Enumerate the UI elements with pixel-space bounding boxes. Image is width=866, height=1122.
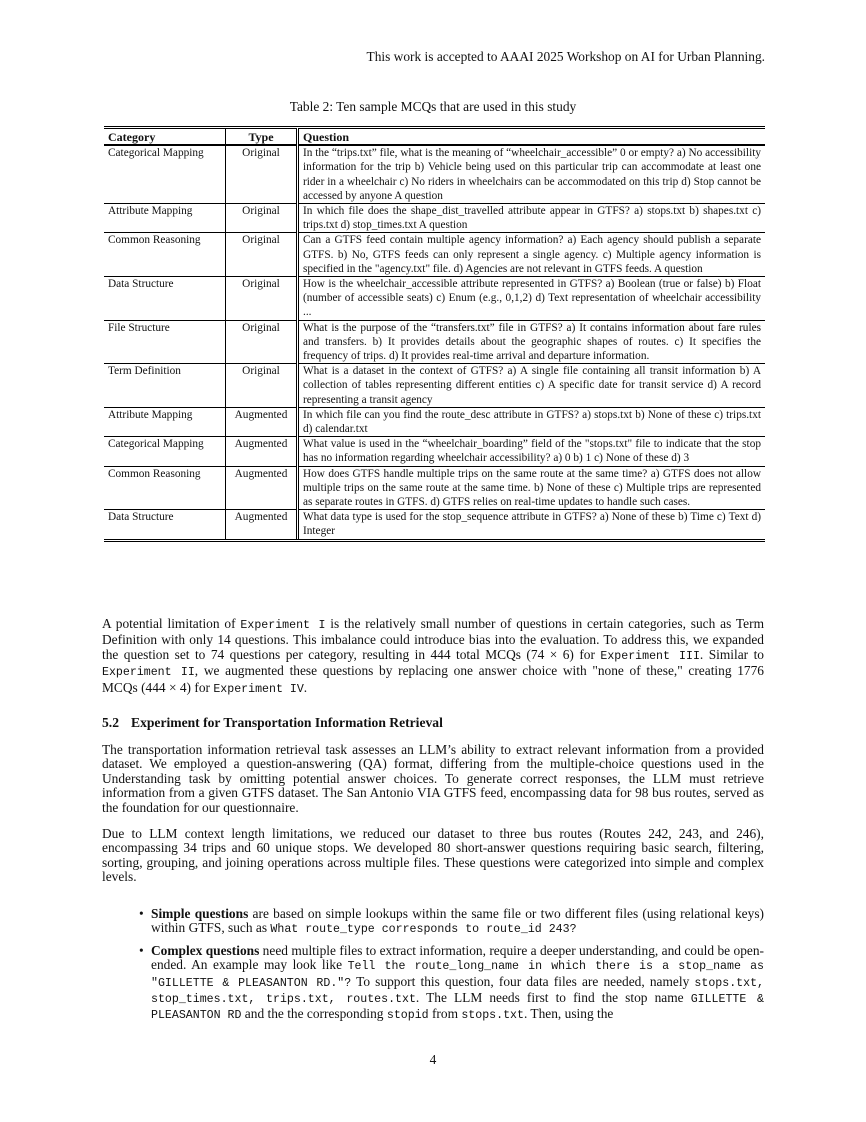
code-experiment-ii: Experiment II (102, 666, 195, 680)
table-row (104, 146, 765, 204)
code-stop-name: GILLETTE & PLEASANTON RD (151, 993, 764, 1023)
cell-question: How is the wheelchair_accessible attribute represented in GTFS? a) Boolean (true or false) b) Float (number of accessible seats) c) Enum (e.g., 0,1,2) d) Text representation of wheelchair accessibility ... (303, 278, 761, 319)
cell-question: What is a dataset in the context of GTFS? a) A single file containing all transit information b) A collection of tables representing different entities c) A specific date for transit service d) A record representing a transit agency (303, 365, 761, 406)
cell-question: Can a GTFS feed contain multiple agency information? a) Each agency should publish a separate GTFS. b) No, GTFS feeds can only represent a single agency. c) Multiple agency information is specified in the "agency.txt" file. d) Agencies are not relevant in GTFS feeds. A question (303, 234, 761, 275)
text-span: . Similar to (699, 646, 764, 662)
text-span: , we augmented these questions by replacing one answer choice with "none of these," creating 1776 MCQs (444 × 4) for (102, 663, 764, 695)
cell-question: In which file does the shape_dist_travelled attribute appear in GTFS? a) stops.txt b) shapes.txt c) trips.txt d) stop_times.txt A question (303, 205, 761, 232)
text-span: is the relatively small number of questions in certain categories, such as Term Definition with only 14 questions. This imbalance could introduce bias into the evaluation. To address this, we expanded the question set to 74 questions per category, resulting in 444 total MCQs (74 × 6) for (102, 616, 764, 662)
cell-type: Original (226, 204, 298, 233)
text-span: . The LLM needs first to find the stop name (415, 990, 691, 1006)
paragraph-limitation (102, 617, 764, 697)
code-experiment-iv: Experiment IV (213, 682, 304, 696)
question-type-list (139, 907, 764, 1030)
cell-question: How does GTFS handle multiple trips on the same route at the same time? a) GTFS does not allow multiple trips on the same route at the same time. b) None of these c) Multiple trips are represented as separate routes in GTFS. d) GTFS relies on real-time updates to handle such cases. (303, 467, 761, 509)
cell-question: What value is used in the “wheelchair_boarding” field of the "stops.txt" file to indicate that the stop has no information regarding wheelchair accessibility? a) 0 b) 1 c) None of these d) 3 (303, 438, 761, 465)
cell-category: File Structure (104, 320, 226, 364)
cell-question: What is the purpose of the “transfers.txt” file in GTFS? a) It contains information about fare rules and transfers. b) It provides details about the geographic shapes of routes. c) It specifies the frequency of trips. d) It provides real-time arrival and departure information. (303, 321, 761, 363)
term-simple-questions: Simple questions (151, 906, 249, 921)
cell-type: Original (226, 233, 298, 277)
cell-category: Attribute Mapping (104, 407, 226, 436)
cell-question: What data type is used for the stop_sequence attribute in GTFS? a) None of these b) Time c) Text d) Integer (303, 511, 761, 538)
cell-category: Attribute Mapping (104, 204, 226, 233)
bullet-icon: • (139, 942, 144, 958)
code-example-complex: Tell the route_long_name in which there is a stop_name as "GILLETTE & PLEASANTON RD."? (151, 960, 764, 990)
cell-type: Augmented (226, 466, 298, 510)
cell-category: Common Reasoning (104, 466, 226, 510)
code-stops-file: stops.txt (461, 1009, 524, 1023)
cell-type: Original (226, 364, 298, 408)
table-row (104, 277, 765, 321)
text-span: are based on simple lookups within the same file or two different files (using relational keys) within GTFS, such as (151, 906, 764, 936)
term-complex-questions: Complex questions (151, 942, 260, 958)
column-header-category: Category (104, 129, 226, 145)
cell-category: Data Structure (104, 277, 226, 321)
table-row (104, 437, 765, 466)
page-number: 4 (429, 1052, 437, 1067)
table-header-row (104, 129, 765, 145)
table-row (104, 364, 765, 408)
table-row (104, 204, 765, 233)
text-span: and the the corresponding (241, 1006, 387, 1022)
cell-type: Augmented (226, 510, 298, 539)
section-number: 5.2 (102, 715, 119, 730)
list-item-complex (139, 944, 764, 1024)
text-span: need multiple files to extract information, require a deeper understanding, and could be open-ended. An example may look like (151, 942, 764, 973)
text-span: A potential limitation of (102, 616, 241, 631)
table-caption: Table 2: Ten sample MCQs that are used in this study (289, 99, 577, 114)
table-row (104, 407, 765, 436)
mcq-table (104, 128, 765, 540)
cell-category: Data Structure (104, 510, 226, 539)
text-span: To support this question, four data files are needed, namely (351, 973, 695, 989)
text-span: from (428, 1006, 462, 1022)
cell-category: Common Reasoning (104, 233, 226, 277)
column-header-question: Question (298, 129, 766, 145)
bullet-icon: • (139, 906, 144, 921)
list-item-simple (139, 907, 764, 938)
cell-question: In which file can you find the route_desc attribute in GTFS? a) stops.txt b) None of these c) trips.txt d) calendar.txt (303, 408, 761, 436)
code-stopid: stopid (386, 1009, 429, 1023)
paragraph-context-limits: Due to LLM context length limitations, we reduced our dataset to three bus routes (Routes 242, 243, and 246), encompassing 34 trips and 60 unique stops. We developed 80 short-answer questions requiring basic search, filtering, sorting, grouping, and joining operations across multiple files. These questions were categorized into simple and complex levels. (102, 826, 764, 885)
code-experiment-i: Experiment I (240, 619, 326, 632)
cell-category: Categorical Mapping (104, 437, 226, 466)
code-experiment-iii: Experiment III (600, 649, 700, 663)
table-row (104, 510, 765, 539)
code-file-list: stops.txt, stop_times.txt, trips.txt, routes.txt (151, 976, 764, 1007)
code-example-simple: What route_type corresponds to route_id 243? (270, 923, 577, 937)
cell-type: Augmented (226, 407, 298, 436)
running-header: This work is accepted to AAAI 2025 Workshop on AI for Urban Planning. (366, 49, 765, 64)
table-row (104, 320, 765, 364)
cell-type: Original (226, 277, 298, 321)
table-row (104, 466, 765, 510)
cell-type: Original (226, 146, 298, 204)
paragraph-intro: The transportation information retrieval task assesses an LLM’s ability to extract relevant information from a provided dataset. We employed a question-answering (QA) format, differing from the multiple-choice questions used in the Understanding task by omitting potential answer choices. To generate correct responses, the LLM must retrieve information from a given GTFS dataset. The San Antonio VIA GTFS feed, encompassing data for 98 bus routes, served as the foundation for our questionnaire. (102, 742, 764, 815)
cell-type: Original (226, 320, 298, 364)
table-row (104, 233, 765, 277)
column-header-type: Type (226, 129, 298, 145)
section-heading (102, 715, 443, 731)
cell-question: In the “trips.txt” file, what is the meaning of “wheelchair_accessible” 0 or empty? a) No accessibility information for the trip b) Vehicle being used on this particular trip can accommodate at least one rider in a wheelchair c) No riders in wheelchairs can be accommodated on this trip d) Stop cannot be accessed by anyone A question (303, 147, 761, 202)
cell-category: Term Definition (104, 364, 226, 408)
cell-category: Categorical Mapping (104, 146, 226, 204)
text-span: . Then, using the (523, 1006, 614, 1022)
cell-type: Augmented (226, 437, 298, 466)
section-title-text: Experiment for Transportation Information Retrieval (131, 715, 443, 730)
text-span: . (303, 679, 308, 695)
